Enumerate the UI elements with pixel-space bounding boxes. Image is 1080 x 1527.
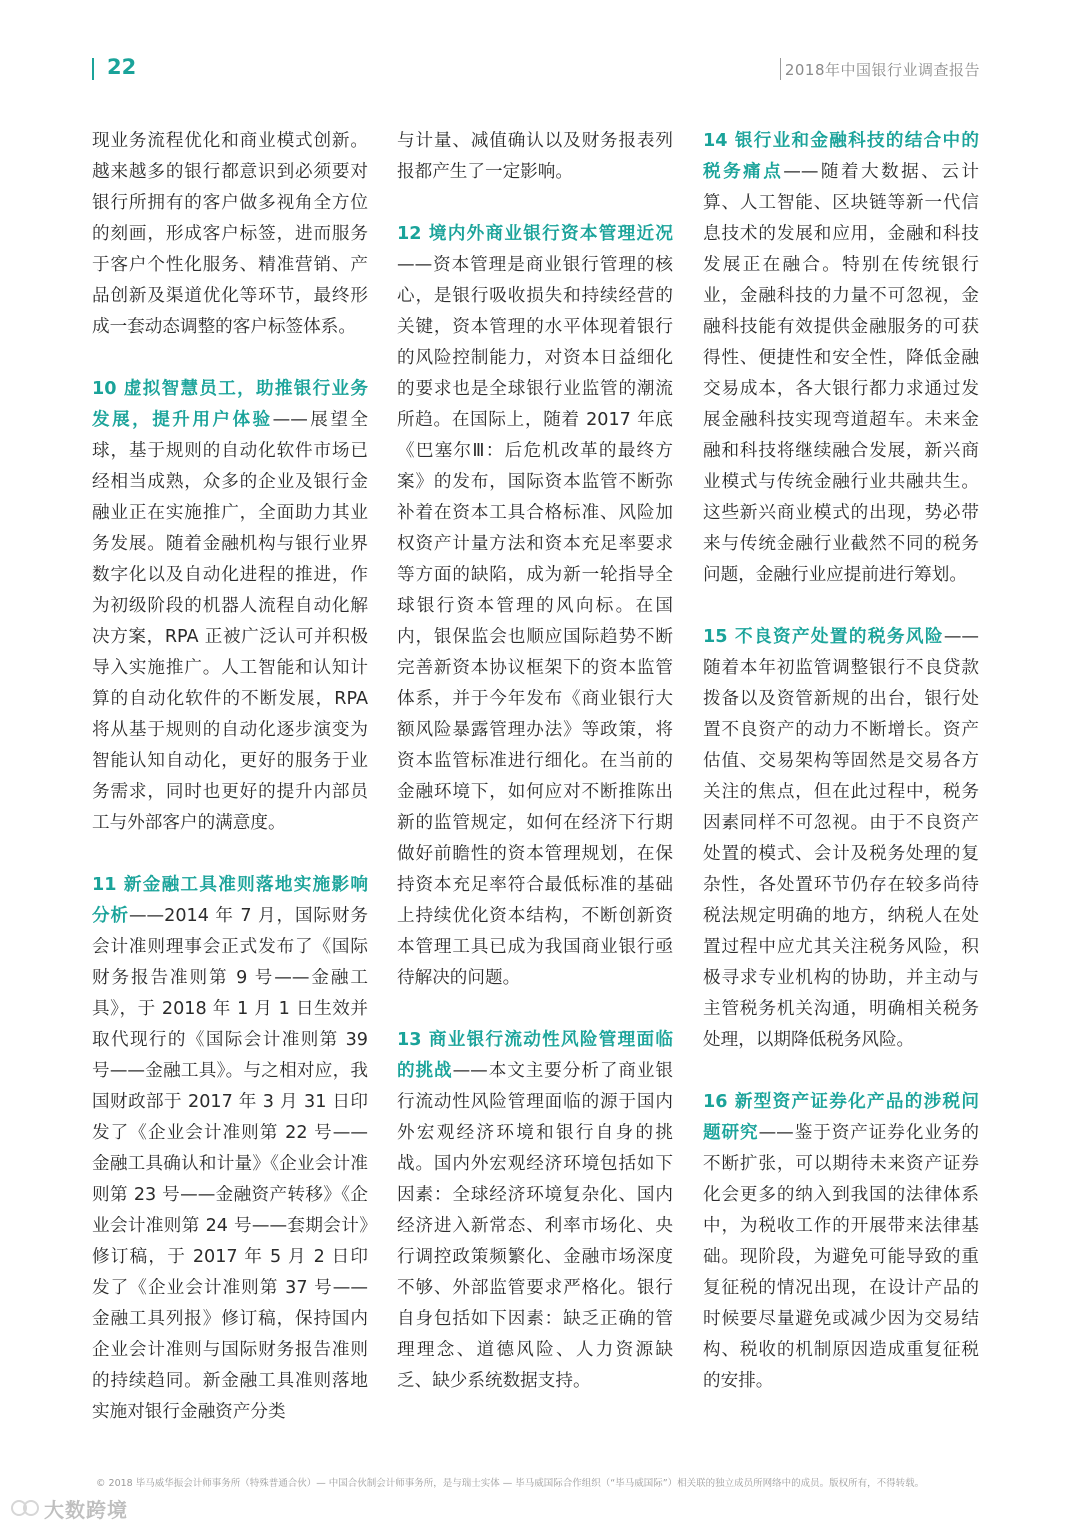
section-13-heading: 13 商业银行流动性风险管理面临的挑战 bbox=[397, 1030, 673, 1081]
section-15-heading: 15 不良资产处置的税务风险 bbox=[703, 627, 944, 647]
watermark-text: 大数跨境 bbox=[44, 1497, 128, 1522]
footer-copyright: © 2018 毕马威华振会计师事务所（特殊普通合伙）— 中国合伙制会计师事务所，是与瑞士实体 — 毕马威国际合作组织（“毕马威国际”）相关联的独立成员所网络中的成员。版权所有，不得转载。 bbox=[96, 1478, 925, 1489]
report-title: 2018年中国银行业调查报告 bbox=[784, 61, 980, 79]
section-12 bbox=[397, 219, 673, 994]
section-16 bbox=[703, 1087, 979, 1397]
section-16-heading: 16 新型资产证券化产品的涉税问题研究 bbox=[703, 1092, 979, 1143]
section-11-body: ——2014 年 7 月，国际财务会计准则理事会正式发布了《国际财务报告准则第 9 号——金融工具》，于 2018 年 1 月 1 日生效并取代现行的《国际会计准则第 39 号——金融工具》。与之相对应，我国财政部于 2017 年 3 月 31 日印发了《企业会计准则第 22 号——金融工具确认和计量》《企业会计准则第 23 号——金融资产转移》《企业会计准则第 24 号——套期会计》修订稿，于 2017 年 5 月 2 日印发了《企业会计准则第 37 号——金融工具列报》修订稿，保持国内企业会计准则与国际财务报告准则的持续趋同。新金融工具准则落地实施对银行金融资产分类 bbox=[92, 906, 368, 1422]
section-11 bbox=[92, 870, 368, 1428]
section-16-body: ——鉴于资产证券化业务的不断扩张，可以期待未来资产证券化会更多的纳入到我国的法律体系中，为税收工作的开展带来法律基础。现阶段，为避免可能导致的重复征税的情况出现，在设计产品的时候要尽量避免或减少因为交易结构、税收的机制原因造成重复征税的安排。 bbox=[703, 1123, 979, 1391]
section-14-heading: 14 银行业和金融科技的结合中的税务痛点 bbox=[703, 131, 979, 182]
section-10-heading: 10 虚拟智慧员工，助推银行业务发展，提升用户体验 bbox=[92, 379, 368, 430]
header-left-bar bbox=[92, 58, 94, 80]
watermark-logo-icon bbox=[10, 1497, 40, 1519]
text-column-3 bbox=[703, 126, 979, 1397]
page-header bbox=[0, 50, 1080, 90]
section-12-body: ——资本管理是商业银行管理的核心，是银行吸收损失和持续经营的关键，资本管理的水平体现着银行的风险控制能力，对资本日益细化的要求也是全球银行业监管的潮流所趋。在国际上，随着 2017 年底《巴塞尔Ⅲ：后危机改革的最终方案》的发布，国际资本监管不断弥补着在资本工具合格标准、风险加权资产计量方法和资本充足率要求等方面的缺陷，成为新一轮指导全球银行资本管理的风向标。在国内，银保监会也顺应国际趋势不断完善新资本协议框架下的资本监管体系，并于今年发布《商业银行大额风险暴露管理办法》等政策，将资本监管标准进行细化。在当前的金融环境下，如何应对不断推陈出新的监管规定，如何在经济下行期做好前瞻性的资本管理规划，在保持资本充足率符合最低标准的基础上持续优化资本结构，不断创新资本管理工具已成为我国商业银行亟待解决的问题。 bbox=[397, 255, 673, 988]
section-10-body: ——展望全球，基于规则的自动化软件市场已经相当成熟，众多的企业及银行金融业正在实施推广，全面助力其业务发展。随着金融机构与银行业界数字化以及自动化进程的推进，作为初级阶段的机器人流程自动化解决方案，RPA 正被广泛认可并积极导入实施推广。人工智能和认知计算的自动化软件的不断发展，RPA 将从基于规则的自动化逐步演变为智能认知自动化，更好的服务于业务需求，同时也更好的提升内部员工与外部客户的满意度。 bbox=[92, 410, 368, 833]
page-number: 22 bbox=[107, 55, 137, 79]
section-13 bbox=[397, 1025, 673, 1397]
section-15 bbox=[703, 622, 979, 1056]
section-12-heading: 12 境内外商业银行资本管理近况 bbox=[397, 224, 673, 244]
section-10 bbox=[92, 374, 368, 839]
paragraph-continued: 现业务流程优化和商业模式创新。越来越多的银行都意识到必须要对银行所拥有的客户做多视角全方位的刻画，形成客户标签，进而服务于客户个性化服务、精准营销、产品创新及渠道优化等环节，最终形成一套动态调整的客户标签体系。 bbox=[92, 131, 368, 337]
watermark bbox=[10, 1492, 128, 1524]
text-column-2 bbox=[397, 126, 673, 1397]
paragraph-continued: 与计量、减值确认以及财务报表列报都产生了一定影响。 bbox=[397, 131, 673, 182]
section-14 bbox=[703, 126, 979, 591]
section-15-body: ——随着本年初监管调整银行不良贷款拨备以及资管新规的出台，银行处置不良资产的动力不断增长。资产估值、交易架构等固然是交易各方关注的焦点，但在此过程中，税务因素同样不可忽视。由于不良资产处置的模式、会计及税务处理的复杂性，各处置环节仍存在较多尚待税法规定明确的地方，纳税人在处置过程中应尤其关注税务风险，积极寻求专业机构的协助，并主动与主管税务机关沟通，明确相关税务处理，以期降低税务风险。 bbox=[703, 627, 979, 1050]
text-column-1 bbox=[92, 126, 368, 1428]
section-14-body: ——随着大数据、云计算、人工智能、区块链等新一代信息技术的发展和应用，金融和科技发展正在融合。特别在传统银行业，金融科技的力量不可忽视，金融科技能有效提供金融服务的可获得性、便捷性和安全性，降低金融交易成本，各大银行都力求通过发展金融科技实现弯道超车。未来金融和科技将继续融合发展，新兴商业模式与传统金融行业共融共生。这些新兴商业模式的出现，势必带来与传统金融行业截然不同的税务问题，金融行业应提前进行筹划。 bbox=[703, 162, 979, 585]
header-right-bar bbox=[780, 58, 781, 80]
section-11-heading: 11 新金融工具准则落地实施影响分析 bbox=[92, 875, 368, 926]
section-13-body: ——本文主要分析了商业银行流动性风险管理面临的源于国内外宏观经济环境和银行自身的挑战。国内外宏观经济环境包括如下因素：全球经济环境复杂化、国内经济进入新常态、利率市场化、央行调控政策频繁化、金融市场深度不够、外部监管要求严格化。银行自身包括如下因素：缺乏正确的管理理念、道德风险、人力资源缺乏、缺少系统数据支持。 bbox=[397, 1061, 673, 1391]
